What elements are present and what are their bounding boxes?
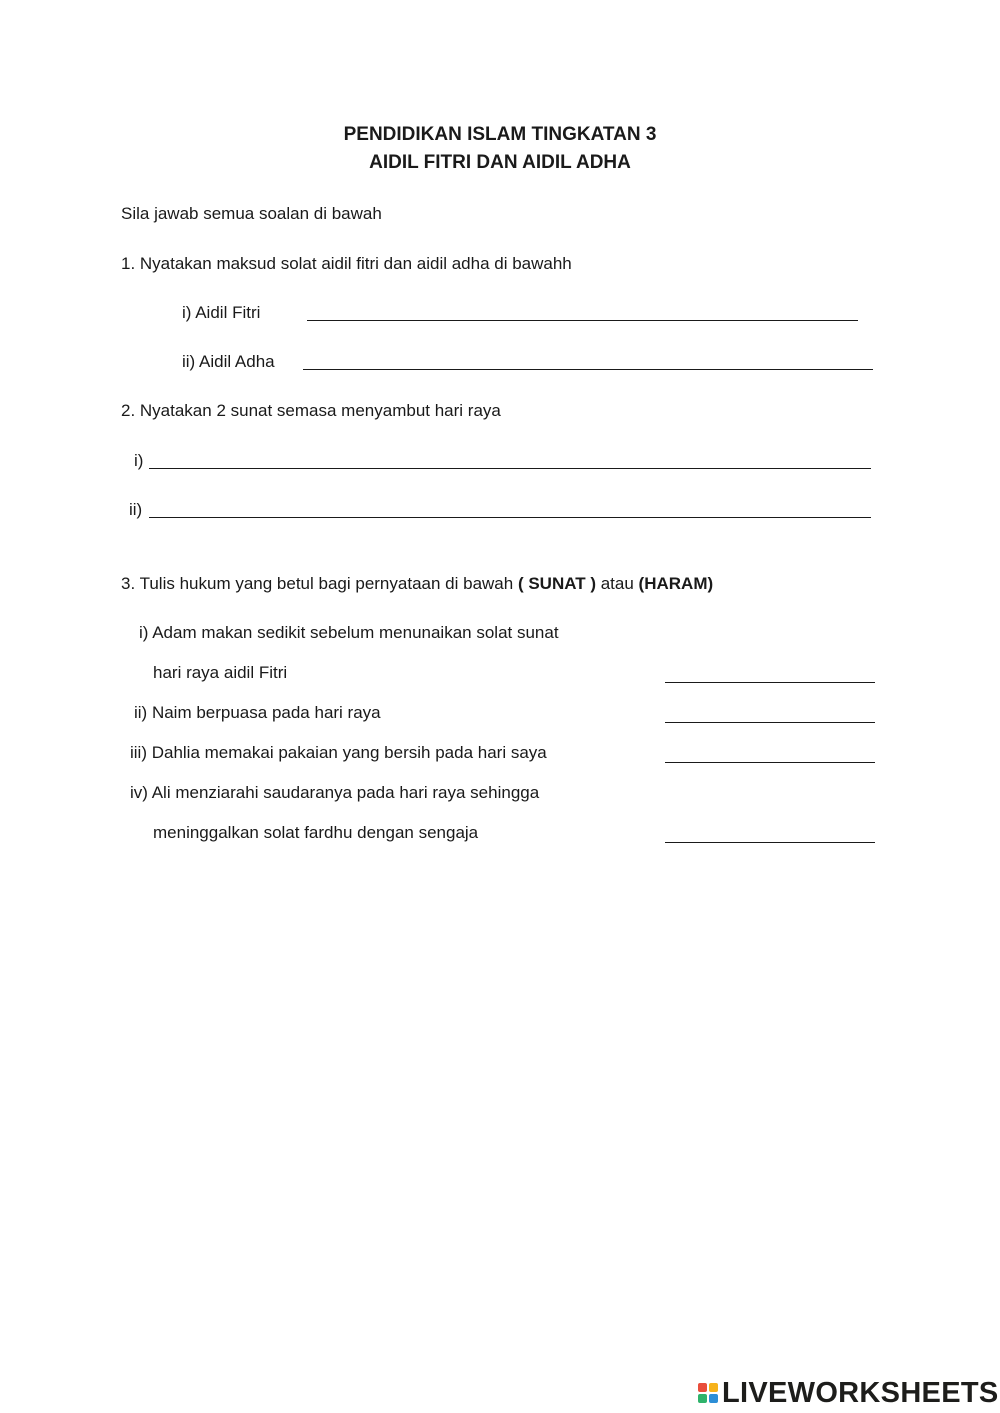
q3-item-i-line2: hari raya aidil Fitri <box>153 663 288 682</box>
q3-option-sunat: ( SUNAT ) <box>517 574 596 593</box>
q3-answer-line-iii[interactable] <box>665 762 875 763</box>
q1-answer-line-aidil-adha[interactable] <box>303 369 873 370</box>
q3-answer-line-i[interactable] <box>665 682 875 683</box>
q3-connector: atau <box>596 574 639 593</box>
q3-answer-line-iv[interactable] <box>665 842 875 843</box>
logo-square-green <box>698 1394 707 1403</box>
q3-question-text: 3. Tulis hukum yang betul bagi pernyataan di bawah <box>121 574 518 593</box>
q3-option-haram: (HARAM) <box>638 574 714 593</box>
q2-answer-line-i[interactable] <box>149 468 871 469</box>
liveworksheets-logo <box>698 1376 999 1410</box>
page-subtitle: AIDIL FITRI DAN AIDIL ADHA <box>369 152 631 173</box>
question-3 <box>121 574 713 594</box>
q3-item-iii: iii) Dahlia memakai pakaian yang bersih pada hari saya <box>130 743 547 762</box>
logo-square-yellow <box>709 1383 718 1392</box>
instruction-text: Sila jawab semua soalan di bawah <box>121 204 382 223</box>
q3-answer-line-ii[interactable] <box>665 722 875 723</box>
q3-item-i-line1: i) Adam makan sedikit sebelum menunaikan solat sunat <box>139 623 559 642</box>
q3-item-iv-line1: iv) Ali menziarahi saudaranya pada hari raya sehingga <box>130 783 540 802</box>
q2-label-ii: ii) <box>129 500 143 519</box>
page-title: PENDIDIKAN ISLAM TINGKATAN 3 <box>343 124 657 145</box>
q2-answer-line-ii[interactable] <box>149 517 871 518</box>
question-2: 2. Nyatakan 2 sunat semasa menyambut hari raya <box>121 401 501 420</box>
q1-label-aidil-fitri: i) Aidil Fitri <box>182 303 261 322</box>
q1-answer-line-aidil-fitri[interactable] <box>307 320 858 321</box>
logo-square-blue <box>709 1394 718 1403</box>
question-1: 1. Nyatakan maksud solat aidil fitri dan aidil adha di bawahh <box>121 254 572 273</box>
liveworksheets-logo-icon <box>698 1383 718 1403</box>
logo-square-red <box>698 1383 707 1392</box>
q1-label-aidil-adha: ii) Aidil Adha <box>182 352 275 371</box>
q2-label-i: i) <box>134 451 144 470</box>
q3-item-iv-line2: meninggalkan solat fardhu dengan sengaja <box>153 823 479 842</box>
logo-text: LIVEWORKSHEETS <box>722 1376 999 1409</box>
q3-item-ii: ii) Naim berpuasa pada hari raya <box>134 703 381 722</box>
